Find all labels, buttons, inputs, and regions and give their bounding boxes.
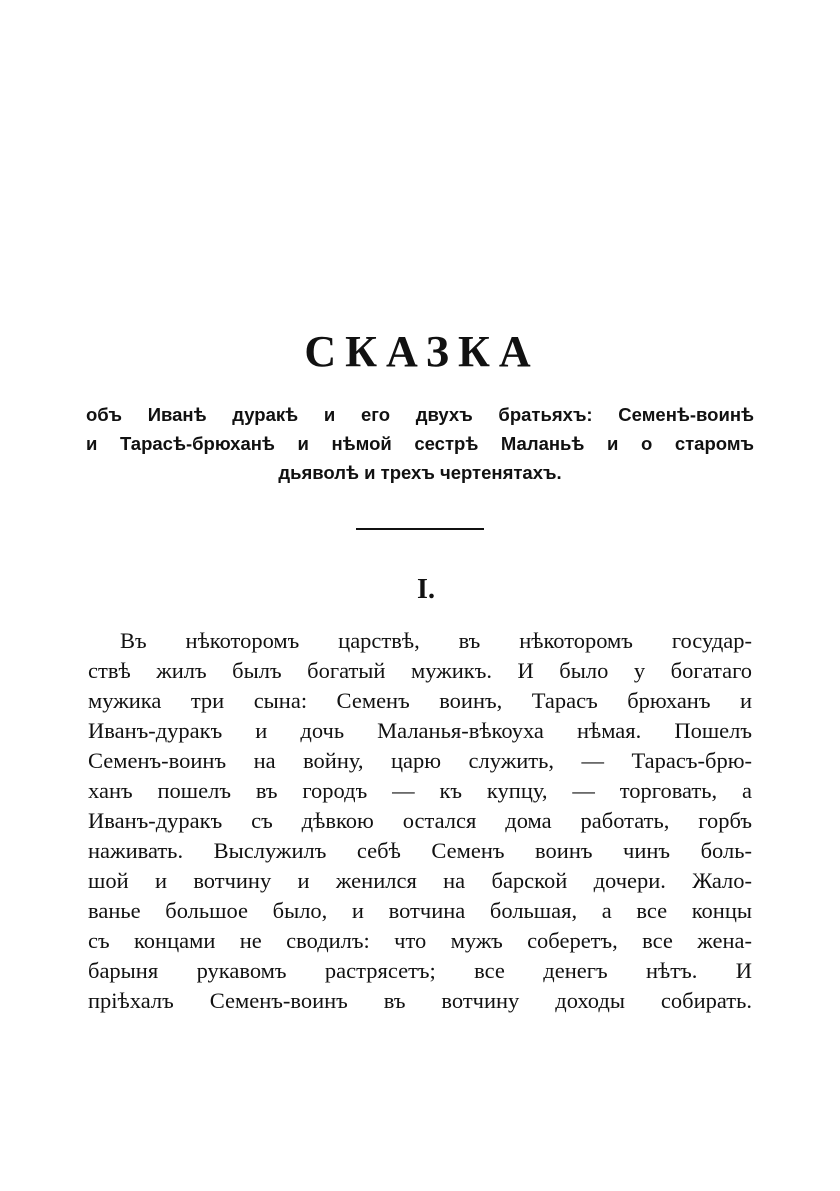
body-line: ванье большое было, и вотчина большая, а все концы: [88, 898, 752, 923]
body-line: пріѣхалъ Семенъ-воинъ въ вотчину доходы собирать.: [88, 988, 752, 1013]
story-title: СКАЗКА: [304, 327, 540, 376]
body-line: Иванъ-дуракъ и дочь Маланья-вѣкоуха нѣмая. Пошелъ: [88, 718, 752, 743]
body-line: ствѣ жилъ былъ богатый мужикъ. И было у богатаго: [88, 658, 752, 683]
section-divider: [356, 528, 484, 530]
body-line: наживать. Выслужилъ себѣ Семенъ воинъ чинъ боль-: [88, 838, 752, 863]
body-line: съ концами не сводилъ: что мужъ соберетъ, все жена-: [88, 928, 752, 953]
body-line: ханъ пошелъ въ городъ — къ купцу, — торговать, а: [88, 778, 752, 803]
body-line: барыня рукавомъ растрясетъ; все денегъ нѣтъ. И: [88, 958, 752, 983]
body-line: Иванъ-дуракъ съ дѣвкою остался дома работать, горбъ: [88, 808, 752, 833]
body-line: шой и вотчину и женился на барской дочери. Жало-: [88, 868, 752, 893]
subtitle-line: дьяволѣ и трехъ чертенятахъ.: [278, 462, 562, 483]
body-line: мужика три сына: Семенъ воинъ, Тарасъ брюханъ и: [88, 688, 752, 713]
body-line: Въ нѣкоторомъ царствѣ, въ нѣкоторомъ государ-: [120, 628, 752, 653]
subtitle-line: и Тарасѣ-брюханѣ и нѣмой сестрѣ Маланьѣ и о старомъ: [86, 433, 754, 454]
chapter-number: I.: [417, 574, 435, 605]
body-paragraph: [88, 626, 752, 1016]
subtitle-line: объ Иванѣ дуракѣ и его двухъ братьяхъ: Семенѣ-воинѣ: [86, 404, 754, 425]
story-subtitle: [86, 400, 754, 487]
body-line: Семенъ-воинъ на войну, царю служить, — Тарасъ-брю-: [88, 748, 752, 773]
